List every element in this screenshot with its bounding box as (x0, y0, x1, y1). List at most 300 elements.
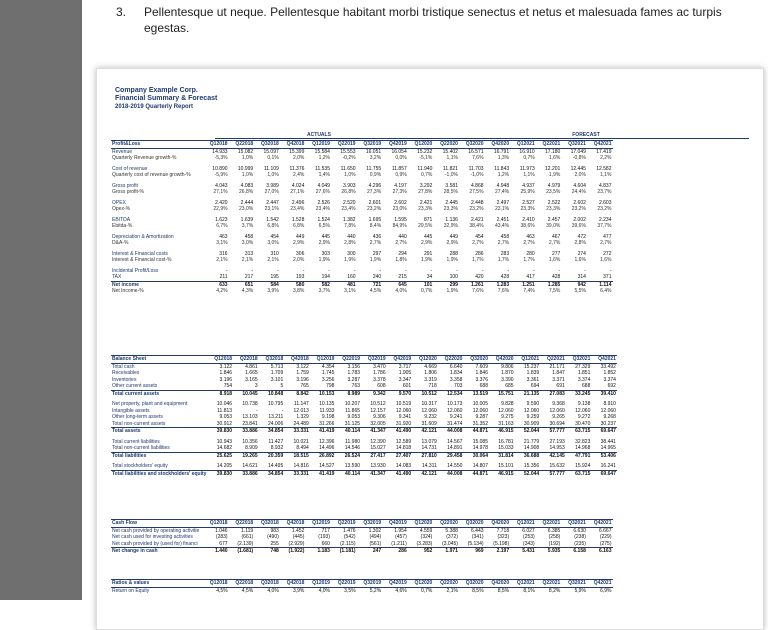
cell-value: 277 (551, 250, 561, 257)
row-label: Quarterly Revenue growth-% (112, 155, 177, 161)
cell-value: 1,4% (318, 172, 330, 178)
cell-value: 11.821 (443, 165, 458, 172)
cell-value: 983 (270, 527, 279, 534)
cell-value: 7,6% (497, 288, 510, 294)
cell-value: 39,6% (571, 223, 586, 229)
cell-value: 14.550 (447, 463, 463, 469)
cell-value: 14.682 (216, 445, 233, 451)
cell-value: 1,0% (344, 172, 356, 178)
cell-value: 2.602 (394, 199, 407, 206)
cell-value: 3.156 (347, 363, 361, 370)
cell-value: 1,9% (369, 257, 382, 263)
cell-value: 13.079 (421, 438, 437, 445)
cell-value: 12.060 (549, 407, 565, 414)
cell-value: 11.147 (293, 401, 309, 407)
cell-value: 211 (219, 274, 228, 280)
cell-value: 3,7% (318, 288, 330, 294)
cell-value: 12.060 (523, 407, 540, 414)
cell-value: (341) (471, 534, 484, 540)
cell-value: 14.933 (212, 148, 228, 155)
cell-value: - (302, 267, 305, 274)
cell-value: 9.232 (424, 414, 437, 420)
cell-value: 23,0% (239, 206, 254, 212)
quarter-header: Q42020 (485, 141, 511, 149)
quarter-header: Q12018 (203, 141, 229, 149)
cell-value: 9.306 (373, 414, 386, 420)
cell-value: 316 (219, 250, 228, 257)
cell-value: 3.903 (343, 182, 356, 189)
cell-value: 1,3% (497, 155, 510, 161)
cell-value: 32.005 (370, 420, 386, 427)
cell-value: 9.272 (577, 414, 591, 420)
cell-value: 299 (433, 281, 459, 288)
cell-value: 44.871 (463, 428, 489, 435)
cell-value: 23,5% (546, 189, 561, 195)
cell-value: 2.457 (547, 216, 561, 223)
cell-value: 7,6% (472, 155, 484, 161)
cell-value: (1.181) (331, 548, 357, 555)
cell-value: 23,4% (290, 206, 305, 212)
quarter-header: Q22019 (331, 580, 357, 588)
quarter-header: Q32019 (357, 141, 383, 149)
table-row (111, 527, 613, 534)
cell-value: 14.205 (216, 463, 233, 469)
cell-value: 9.287 (475, 414, 488, 420)
quarter-header: Q32020 (463, 356, 489, 364)
actuals-rule (215, 138, 423, 139)
cell-value: 2,1% (216, 257, 228, 263)
cell-value: 1,7% (497, 257, 510, 263)
cell-value: 27.193 (549, 438, 565, 445)
cell-value: 5 (280, 383, 284, 389)
cell-value: - (405, 267, 407, 274)
cell-value: 27.407 (387, 452, 413, 459)
cell-value: 12.060 (472, 407, 488, 414)
cell-value: 6.158 (561, 548, 587, 555)
cell-value: 7,4% (523, 288, 535, 294)
cell-value: 2.445 (445, 199, 458, 206)
quarter-header: Q22019 (335, 356, 361, 364)
cell-value: 4,0% (395, 288, 407, 294)
quarter-header: Q12019 (305, 580, 331, 588)
cell-value: 3.390 (501, 376, 514, 383)
forecast-label: FORECAST (572, 132, 600, 138)
cell-value: 12.201 (545, 165, 561, 172)
quarter-header: Q12019 (305, 141, 331, 149)
cell-value: 31.474 (447, 420, 463, 427)
cell-value: 11.703 (468, 165, 484, 172)
cell-value: 26.892 (310, 452, 336, 459)
cell-value: 2,2% (600, 155, 612, 161)
table-row (111, 288, 613, 295)
cell-value: 12.390 (370, 438, 386, 445)
cell-value: 9.265 (552, 414, 565, 420)
cell-value: 3.581 (445, 182, 458, 189)
cell-value: (253) (523, 534, 535, 540)
cell-value: 27,1% (213, 189, 228, 195)
cell-value: 0,7% (523, 155, 535, 161)
cell-value: 1.783 (347, 370, 361, 376)
cell-value: 2.420 (215, 199, 228, 206)
cell-value: 12.060 (600, 407, 616, 414)
cell-value: 14.496 (319, 445, 335, 451)
cell-value: 1.851 (577, 370, 591, 376)
cell-value: 1.528 (291, 216, 305, 223)
cell-value: 703 (454, 383, 463, 389)
cell-value: 4.049 (317, 182, 330, 189)
cell-value: 11.755 (366, 165, 382, 172)
quarter-header: Q32021 (561, 580, 587, 588)
spreadsheet-image (96, 68, 764, 630)
cell-value: 3,0% (241, 240, 254, 246)
quarter-header: Q12021 (510, 580, 536, 588)
cell-value: 34 (426, 274, 433, 280)
cell-value: 11.535 (315, 165, 330, 172)
table-row (111, 428, 617, 435)
cell-value: 449 (449, 233, 458, 240)
cell-value: 454 (270, 233, 279, 240)
cell-value: 43,4% (494, 223, 510, 229)
quarter-header: Q22018 (229, 580, 255, 588)
left-sidebar (0, 0, 82, 600)
cell-value: 27,3% (392, 189, 407, 195)
cell-value: 2.451 (496, 216, 510, 223)
cell-value: 15.356 (523, 463, 540, 469)
cell-value: 30.470 (575, 420, 591, 427)
cell-value: 688 (582, 383, 591, 389)
cell-value: 27,1% (290, 189, 305, 195)
cell-value: 3.256 (321, 376, 335, 383)
cell-value: 2.410 (522, 216, 535, 223)
cell-value: 481 (331, 281, 357, 288)
cell-value: 10.005 (472, 401, 488, 407)
cell-value: 63.715 (566, 428, 592, 435)
quarter-header: Q32020 (459, 141, 485, 149)
cell-value: 2.497 (496, 199, 510, 206)
cell-value: 9.138 (577, 401, 591, 407)
cell-value: 15.584 (314, 148, 330, 155)
cell-value: 16.241 (600, 463, 616, 469)
cell-value: 3,8% (292, 288, 305, 294)
quarter-header: Q32021 (561, 141, 587, 149)
cell-value: 8.989 (335, 390, 361, 397)
cell-value: 14.908 (523, 445, 540, 451)
row-label: Incidental Profit/Loss (112, 267, 159, 274)
cell-value: 9.806 (501, 363, 514, 370)
cell-value: 11.650 (340, 165, 356, 172)
cell-value: 3.347 (398, 376, 412, 383)
cell-value: 30.694 (549, 420, 565, 427)
cell-value: 9.275 (501, 414, 514, 420)
list-number: 3. (116, 5, 127, 19)
row-label: Total cash (112, 363, 135, 370)
cell-value: 4.669 (424, 363, 437, 370)
row-label: TAX (112, 274, 122, 280)
cell-value: 27.810 (412, 452, 438, 459)
cell-value: 23,1% (494, 206, 510, 212)
quarter-header: Q42018 (280, 520, 306, 528)
cell-value: 3,9% (292, 587, 305, 594)
cell-value: 16.791 (493, 148, 510, 155)
cell-value: 10.135 (319, 401, 335, 407)
cell-value: 445 (321, 233, 330, 240)
cell-value: 420 (475, 274, 484, 280)
cell-value: 2,1% (446, 587, 458, 594)
cell-value: 5.713 (270, 363, 284, 370)
row-label: Receivables (112, 370, 140, 376)
cell-value: (3.283) (416, 540, 433, 547)
cell-value: 11.813 (217, 407, 233, 414)
cell-value: 7.609 (475, 363, 488, 370)
cell-value: 23,2% (571, 206, 586, 212)
quarter-header: Q32021 (561, 520, 587, 528)
cell-value: 2.602 (573, 199, 586, 206)
cell-value: 14.807 (472, 463, 488, 469)
cell-value: 15.101 (498, 463, 514, 469)
cell-value: 2.421 (419, 199, 433, 206)
cell-value: 10.317 (421, 401, 437, 407)
cell-value: 8.909 (245, 445, 258, 451)
cell-value: 10.173 (447, 401, 463, 407)
cell-value: 6.630 (573, 527, 586, 534)
cell-value: 10.045 (233, 390, 259, 397)
cell-value: 3,0% (267, 240, 279, 246)
row-label: Net change in cash (111, 548, 203, 555)
quarter-header: Q32019 (361, 356, 387, 364)
cell-value: 4,6% (395, 587, 407, 594)
cell-value: 5,5% (574, 288, 586, 294)
cell-value: 11.940 (417, 165, 433, 172)
cell-value: 3.717 (398, 363, 412, 370)
cell-value: 16.910 (519, 148, 535, 155)
quarter-header: Q12018 (203, 520, 229, 528)
cell-value: (258) (548, 534, 561, 540)
cell-value: 1,9% (420, 257, 433, 263)
cell-value: 1.595 (394, 216, 407, 223)
cell-value: 1.834 (449, 370, 463, 376)
section-header: Profit&Loss (111, 141, 203, 149)
cell-value: 3,7% (241, 223, 254, 229)
cell-value: 10.519 (395, 401, 412, 407)
cell-value: (3.045) (442, 540, 458, 547)
cell-value: 477 (603, 233, 612, 240)
quarter-header: Q22020 (433, 141, 459, 149)
table-row (111, 470, 617, 477)
cell-value: 11.980 (345, 438, 361, 445)
cell-value: 0,7% (420, 172, 433, 178)
quarter-header: Q42019 (382, 580, 408, 588)
cell-value: 14.978 (472, 445, 488, 451)
cell-value: - (255, 407, 258, 414)
cell-value: 15.097 (263, 148, 279, 155)
cell-value: 9.268 (603, 414, 616, 420)
quarter-header: Q22019 (331, 141, 357, 149)
cell-value: 454 (475, 233, 484, 240)
quarter-header: Q42021 (587, 580, 613, 588)
cell-value: 28,5% (443, 189, 458, 195)
cell-value: 3,2% (369, 155, 382, 161)
cell-value: 19.265 (233, 452, 259, 459)
cell-value: 677 (219, 540, 228, 547)
cell-value: (343) (523, 540, 535, 547)
cell-value: 3.470 (373, 363, 386, 370)
cell-value: 5,2% (369, 587, 382, 594)
cell-value: 1.542 (266, 216, 279, 223)
cell-value: 2,0% (574, 172, 586, 178)
cell-value: 645 (382, 281, 408, 288)
cell-value: 30.912 (216, 420, 233, 427)
cell-value: 1.745 (321, 370, 335, 376)
cell-value: 6.443 (471, 527, 484, 534)
cell-value: 3.196 (219, 376, 233, 383)
cell-value: 12.013 (293, 407, 309, 414)
cell-value: 15.751 (489, 390, 515, 397)
cell-value: 14.731 (421, 445, 437, 451)
quarter-header: Q12020 (408, 580, 434, 588)
profit-loss-table (111, 140, 613, 295)
quarter-header: Q32018 (254, 580, 280, 588)
row-label: Intangible assets (112, 407, 150, 414)
cell-value: 10.795 (267, 401, 284, 407)
cell-value: 10.021 (293, 438, 309, 445)
cell-value: 10.046 (216, 401, 233, 407)
cell-value: 3,1% (344, 288, 356, 294)
cell-value: 31.266 (319, 420, 335, 427)
cell-value: 3.196 (296, 376, 309, 383)
cell-value: 69.647 (591, 470, 617, 477)
cell-value: 10.153 (310, 390, 336, 397)
quarter-header: Q42018 (280, 141, 306, 149)
cell-value: 52.044 (515, 428, 541, 435)
cell-value: 13.519 (463, 390, 489, 397)
cell-value: 8.494 (296, 445, 309, 451)
cell-value: 3,9% (267, 288, 279, 294)
cell-value: 3,1% (216, 240, 228, 246)
cell-value: 300 (347, 250, 356, 257)
cell-value: 9.241 (449, 414, 463, 420)
quarter-header: Q42020 (485, 520, 511, 528)
cell-value: 1.136 (445, 216, 458, 223)
cell-value: 1,1% (523, 172, 535, 178)
cell-value: 1.695 (368, 216, 382, 223)
cell-value: 1.954 (394, 527, 407, 534)
list-text-line1: Pellentesque ut neque. Pellentesque habitant morbi tristique senectus et netus et malesuada fames ac turpis (144, 5, 722, 19)
cell-value: 0,7% (420, 587, 433, 594)
list-text-line2: egestas. (144, 21, 190, 35)
cell-value: (372) (446, 534, 458, 540)
cell-value: 8,5% (497, 587, 510, 594)
cell-value: 3.361 (526, 376, 540, 383)
cell-value: 2.002 (573, 216, 586, 223)
row-label: Net cash used for investing activities (112, 534, 193, 540)
cell-value: -5,9% (214, 172, 228, 178)
cell-value: 584 (254, 281, 280, 288)
cell-value: 4,5% (369, 288, 382, 294)
actuals-label: ACTUALS (307, 132, 331, 138)
cell-value: 33.245 (566, 390, 592, 397)
cell-value: 15.237 (523, 363, 540, 370)
cell-value: 32.823 (575, 438, 591, 445)
cell-value: 6,7% (216, 223, 228, 229)
cell-value: 1.285 (536, 281, 562, 288)
cell-value: (193) (318, 534, 330, 540)
cell-value: 1.183 (305, 548, 331, 555)
cell-value: 3.358 (449, 376, 463, 383)
cell-value: 1.623 (215, 216, 228, 223)
cell-value: 23,3% (418, 206, 433, 212)
cell-value: 2.234 (598, 216, 612, 223)
cell-value: 1.806 (424, 370, 437, 376)
row-label: Total liabilities and stockholders' equity (112, 470, 207, 477)
cell-value: 1,0% (267, 172, 279, 178)
cell-value: 458 (244, 233, 254, 240)
quarter-header: Q12019 (310, 356, 336, 364)
cell-value: 13.211 (268, 414, 284, 420)
cell-value: 0,0% (395, 155, 407, 161)
cell-value: 6.163 (587, 548, 613, 555)
cell-value: - (609, 267, 612, 274)
cell-value: 1.971 (433, 548, 459, 555)
cell-value: 8,5% (472, 587, 484, 594)
row-label: Total assets (111, 428, 207, 435)
cell-value: 718 (428, 383, 437, 389)
cell-value: 24,4% (571, 189, 586, 195)
cell-value: 63.715 (566, 470, 592, 477)
cell-value: 23,4% (315, 206, 330, 212)
cell-value: 9.053 (347, 414, 361, 420)
cell-value: 4.937 (522, 182, 535, 189)
cell-value: 1.261 (459, 281, 485, 288)
cell-value: 3 (254, 383, 258, 389)
row-label: Ebitda-% (112, 223, 133, 229)
cell-value: 6.385 (547, 527, 561, 534)
cell-value: 15.033 (498, 445, 514, 451)
cell-value: 1,9% (344, 257, 356, 263)
cell-value: 2,0% (292, 257, 305, 263)
cell-value: 1,1% (600, 172, 612, 178)
cell-value: 3.989 (266, 182, 279, 189)
cell-value: 2,8% (344, 240, 356, 246)
quarter-header: Q42019 (387, 356, 413, 364)
cell-value: 30.064 (463, 452, 489, 459)
cell-value: - (281, 407, 284, 414)
quarter-header: Q32020 (459, 580, 485, 588)
quarter-header: Q42019 (382, 520, 408, 528)
row-label: Opex-% (112, 206, 131, 212)
cell-value: 23,3% (443, 206, 458, 212)
cell-value: 8.842 (284, 390, 310, 397)
cell-value: 871 (424, 216, 433, 223)
cell-value: 0,9% (369, 172, 382, 178)
cell-value: 4.837 (598, 182, 612, 189)
cell-value: 694 (530, 383, 540, 389)
cell-value: 10.207 (344, 401, 361, 407)
row-label: Total stockholders' equity (112, 463, 168, 469)
cell-value: 18.515 (284, 452, 310, 459)
quarter-header: Q42018 (280, 580, 306, 588)
cell-value: 15.082 (237, 148, 254, 155)
cell-value: - (328, 267, 330, 274)
cell-value: 21.135 (515, 390, 541, 397)
cell-value: 22,9% (213, 206, 228, 212)
cell-value: 14.968 (575, 445, 591, 451)
cell-value: 5,9% (574, 587, 586, 594)
cell-value: 14.818 (395, 445, 412, 451)
cell-value: 11.973 (519, 165, 535, 172)
cell-value: 1,7% (472, 257, 484, 263)
cell-value: - (481, 267, 484, 274)
cell-value: 8,2% (548, 587, 561, 594)
